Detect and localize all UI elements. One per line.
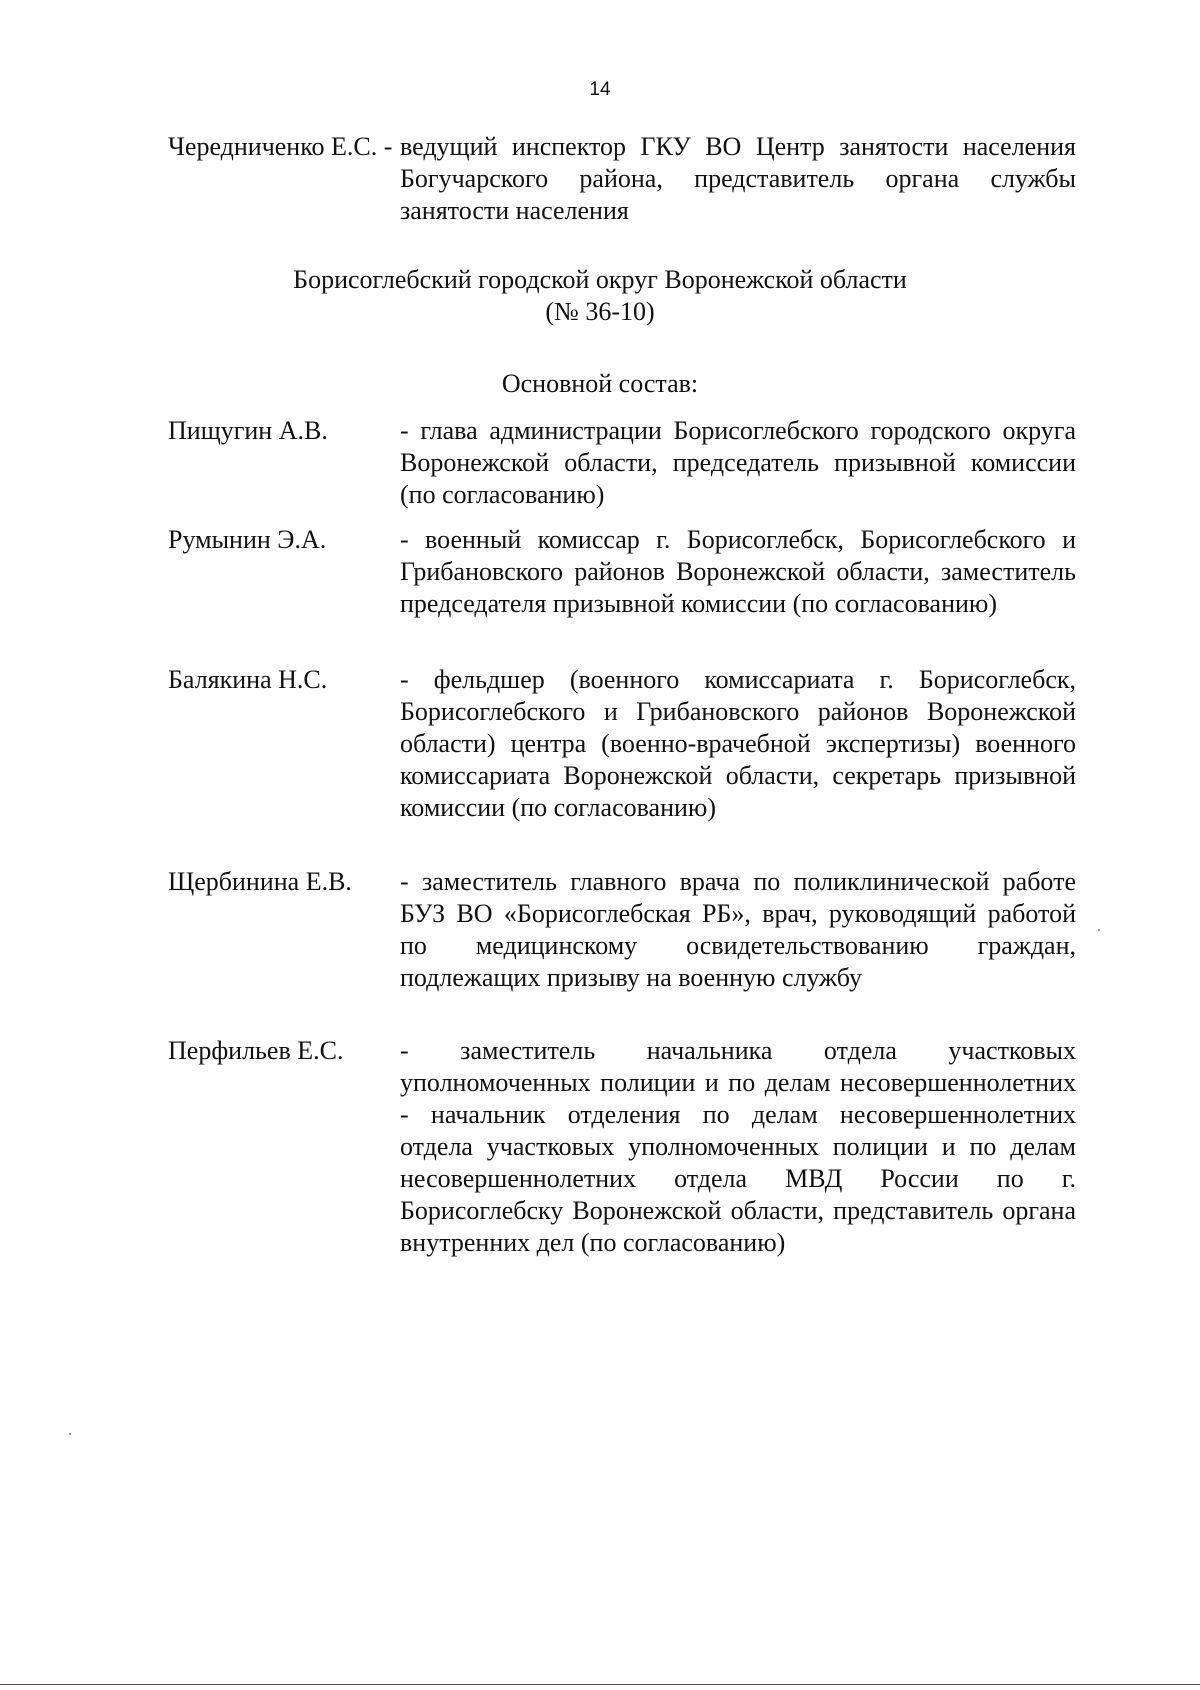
page-number: 14 [589, 79, 611, 100]
member-name: Пищугин А.В. [168, 416, 328, 445]
member-entry [168, 664, 1076, 856]
scan-speck [69, 1433, 71, 1435]
member-name: Балякина Н.С. [168, 665, 328, 694]
member-description: - заместитель главного врача по поликлинической работе БУЗ ВО «Борисоглебская РБ», врач, руководящий работой по медицинскому освидетельствованию граждан, подлежащих призыву на военную службу [400, 867, 1076, 992]
member-name: Щербинина Е.В. [168, 867, 352, 896]
member-name: Румынин Э.А. [168, 525, 327, 554]
member-description: - заместитель начальника отдела участковых уполномоченных полиции и по делам несовершеннолетних - начальник отделения по делам несовершеннолетних отдела участковых уполномоченных полиции и по делам несовершеннолетних отдела МВД России по г. Борисоглебску Воронежской области, представитель органа внутренних дел (по согласованию) [400, 1036, 1076, 1257]
member-name: Чередниченко Е.С. - [168, 132, 393, 161]
section-title: Борисоглебский городской округ Воронежской области [293, 265, 907, 294]
member-entry [168, 866, 1076, 1026]
scan-edge-line [0, 1684, 1200, 1685]
member-description: - военный комиссар г. Борисоглебск, Борисоглебского и Грибановского районов Воронежской области, заместитель председателя призывной комиссии (по согласованию) [400, 525, 1076, 618]
member-description: ведущий инспектор ГКУ ВО Центр занятости населения Богучарского района, представитель органа службы занятости населения [400, 132, 1076, 225]
member-description: - глава администрации Борисоглебского городского округа Воронежской области, председатель призывной комиссии (по согласованию) [400, 416, 1076, 509]
top-entry [168, 131, 1076, 227]
member-entry [168, 524, 1076, 652]
member-entry [168, 1035, 1076, 1291]
section-number: (№ 36-10) [545, 297, 655, 326]
scan-speck [1098, 929, 1100, 931]
section-subtitle: Основной состав: [501, 369, 699, 398]
member-name: Перфильев Е.С. [168, 1036, 344, 1065]
member-description: - фельдшер (военного комиссариата г. Борисоглебск, Борисоглебского и Грибановского районов Воронежской области) центра (военно-врачебной экспертизы) военного комиссариата Воронежской области, секретарь призывной комиссии (по согласованию) [400, 665, 1076, 822]
member-entry [168, 415, 1076, 511]
